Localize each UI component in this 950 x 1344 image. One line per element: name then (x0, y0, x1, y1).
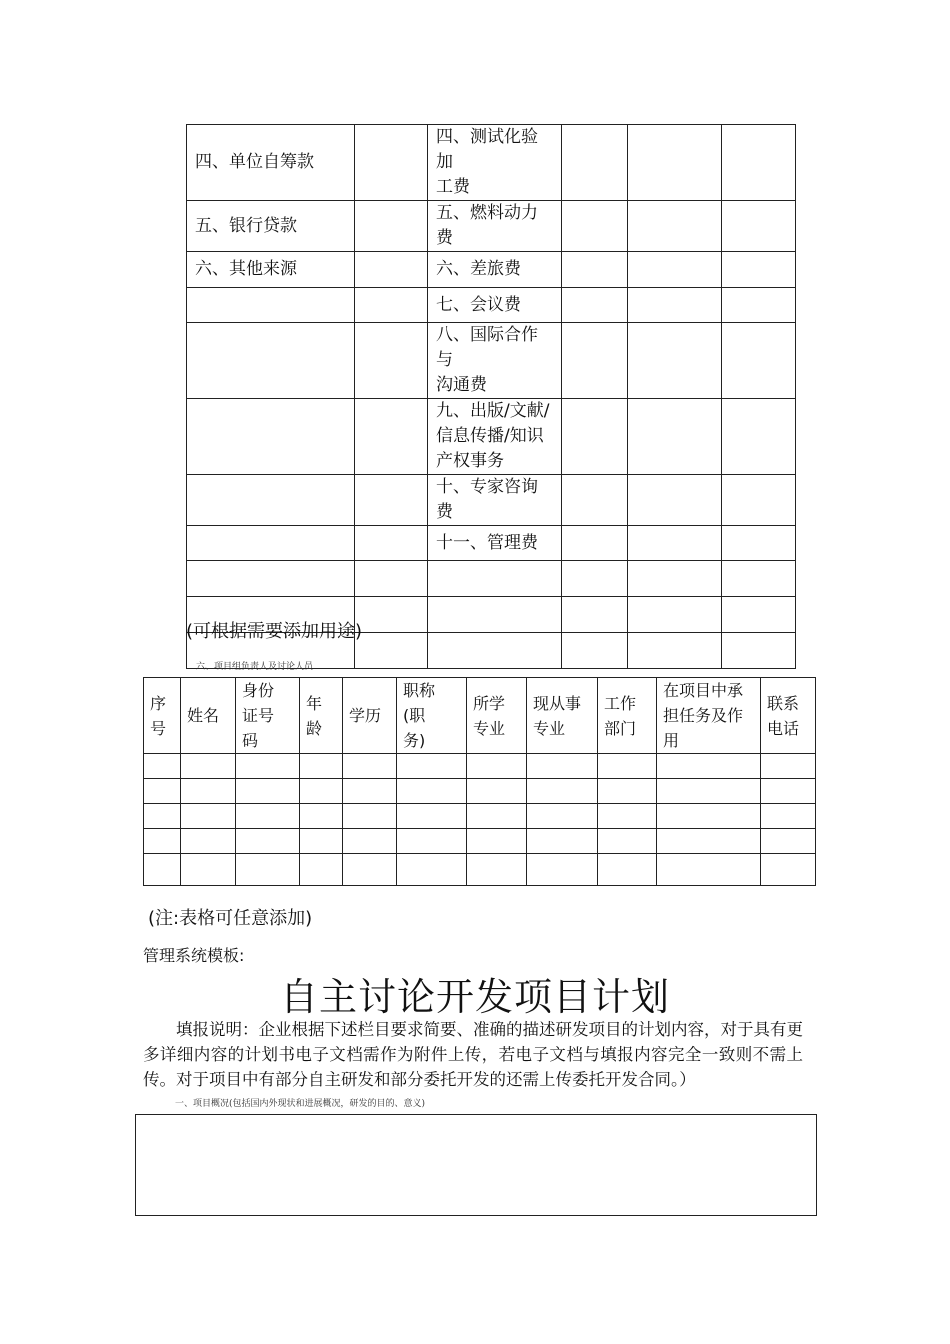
amount-cell (628, 125, 722, 201)
amount-cell (722, 252, 796, 288)
funding-source-cell (187, 561, 355, 597)
member-cell[interactable] (397, 754, 467, 779)
amount-cell (628, 201, 722, 252)
member-cell[interactable] (144, 854, 181, 886)
amount-cell (628, 323, 722, 399)
members-note: (注:表格可任意添加) (148, 908, 313, 929)
expense-item-cell: 八、国际合作与 沟通费 (428, 323, 562, 399)
member-cell[interactable] (527, 754, 598, 779)
member-cell[interactable] (657, 779, 761, 804)
member-cell[interactable] (657, 829, 761, 854)
member-cell[interactable] (397, 804, 467, 829)
expense-item-cell (428, 561, 562, 597)
member-cell[interactable] (181, 804, 236, 829)
budget-note: (可根据需要添加用途) (186, 621, 363, 642)
member-cell[interactable] (144, 754, 181, 779)
funding-source-cell: 五、银行贷款 (187, 201, 355, 252)
budget-row (187, 201, 796, 252)
member-cell[interactable] (300, 779, 343, 804)
member-cell[interactable] (300, 854, 343, 886)
member-cell[interactable] (761, 754, 816, 779)
member-cell[interactable] (236, 829, 300, 854)
amount-cell (355, 633, 428, 669)
member-cell[interactable] (527, 829, 598, 854)
amount-cell (355, 323, 428, 399)
amount-cell (562, 125, 628, 201)
funding-source-cell (187, 526, 355, 561)
member-cell[interactable] (236, 779, 300, 804)
member-cell[interactable] (181, 829, 236, 854)
funding-source-cell: 六、其他来源 (187, 252, 355, 288)
funding-source-cell: 四、单位自筹款 (187, 125, 355, 201)
amount-cell (562, 201, 628, 252)
amount-cell (562, 252, 628, 288)
member-cell[interactable] (397, 854, 467, 886)
member-cell[interactable] (181, 754, 236, 779)
expense-item-cell (428, 633, 562, 669)
member-cell[interactable] (181, 854, 236, 886)
member-cell[interactable] (761, 779, 816, 804)
amount-cell (562, 288, 628, 323)
amount-cell (722, 526, 796, 561)
member-cell[interactable] (236, 804, 300, 829)
funding-source-cell (187, 288, 355, 323)
member-cell[interactable] (300, 804, 343, 829)
amount-cell (355, 288, 428, 323)
column-header: 序 号 (144, 678, 181, 754)
expense-item-cell: 四、测试化验加 工费 (428, 125, 562, 201)
column-header: 联系 电话 (761, 678, 816, 754)
amount-cell (722, 399, 796, 475)
amount-cell (562, 597, 628, 633)
amount-cell (355, 399, 428, 475)
plan-instructions: 填报说明：企业根据下述栏目要求简要、准确的描述研发项目的计划内容，对于具有更多详细内容的计划书电子文档需作为附件上传，若电子文档与填报内容完全一致则不需上传。对于项目中有部分自主研发和部分委托开发的还需上传委托开发合同。） (143, 1020, 803, 1089)
budget-row (187, 323, 796, 399)
member-cell[interactable] (144, 829, 181, 854)
amount-cell (722, 561, 796, 597)
expense-item-cell (428, 597, 562, 633)
member-cell[interactable] (467, 854, 527, 886)
members-heading: 六、项目组负责人及讨论人员 (196, 662, 314, 672)
member-cell[interactable] (657, 754, 761, 779)
member-cell[interactable] (467, 754, 527, 779)
amount-cell (562, 399, 628, 475)
column-header: 现从事 专业 (527, 678, 598, 754)
members-table (143, 677, 816, 886)
amount-cell (722, 323, 796, 399)
expense-item-cell: 五、燃料动力费 (428, 201, 562, 252)
member-cell[interactable] (343, 829, 397, 854)
amount-cell (628, 252, 722, 288)
amount-cell (355, 526, 428, 561)
expense-item-cell: 十一、管理费 (428, 526, 562, 561)
member-cell[interactable] (761, 829, 816, 854)
member-cell[interactable] (657, 804, 761, 829)
amount-cell (628, 399, 722, 475)
amount-cell (355, 201, 428, 252)
member-cell[interactable] (598, 829, 657, 854)
member-cell[interactable] (467, 804, 527, 829)
amount-cell (628, 526, 722, 561)
expense-item-cell: 七、会议费 (428, 288, 562, 323)
amount-cell (628, 475, 722, 526)
funding-source-cell (187, 399, 355, 475)
amount-cell (722, 201, 796, 252)
funding-source-cell (187, 475, 355, 526)
amount-cell (562, 561, 628, 597)
amount-cell (355, 561, 428, 597)
column-header: 学历 (343, 678, 397, 754)
amount-cell (628, 288, 722, 323)
budget-row (187, 526, 796, 561)
expense-item-cell: 九、出版/文献/ 信息传播/知识 产权事务 (428, 399, 562, 475)
member-cell[interactable] (300, 754, 343, 779)
amount-cell (722, 597, 796, 633)
member-cell[interactable] (343, 779, 397, 804)
member-cell[interactable] (657, 854, 761, 886)
member-cell[interactable] (527, 779, 598, 804)
amount-cell (722, 288, 796, 323)
member-cell[interactable] (181, 779, 236, 804)
amount-cell (628, 561, 722, 597)
member-cell[interactable] (144, 804, 181, 829)
member-cell[interactable] (598, 854, 657, 886)
member-row (144, 754, 816, 779)
member-row (144, 829, 816, 854)
member-cell[interactable] (343, 804, 397, 829)
amount-cell (628, 597, 722, 633)
amount-cell (722, 633, 796, 669)
budget-row (187, 399, 796, 475)
template-label: 管理系统模板: (143, 946, 245, 965)
member-cell[interactable] (598, 804, 657, 829)
expense-item-cell: 十、专家咨询费 (428, 475, 562, 526)
member-cell[interactable] (236, 754, 300, 779)
member-row (144, 779, 816, 804)
amount-cell (562, 526, 628, 561)
budget-row (187, 252, 796, 288)
amount-cell (562, 323, 628, 399)
amount-cell (722, 125, 796, 201)
budget-row (187, 561, 796, 597)
amount-cell (722, 475, 796, 526)
amount-cell (562, 475, 628, 526)
member-cell[interactable] (144, 779, 181, 804)
member-cell[interactable] (527, 804, 598, 829)
column-header: 在项目中承 担任务及作 用 (657, 678, 761, 754)
budget-table (186, 124, 796, 669)
member-row (144, 854, 816, 886)
expense-item-cell: 六、差旅费 (428, 252, 562, 288)
column-header: 身份 证号 码 (236, 678, 300, 754)
member-cell[interactable] (761, 854, 816, 886)
funding-source-cell (187, 323, 355, 399)
member-row (144, 804, 816, 829)
members-header-row (144, 678, 816, 754)
member-cell[interactable] (527, 854, 598, 886)
amount-cell (628, 633, 722, 669)
budget-row (187, 288, 796, 323)
member-cell[interactable] (236, 854, 300, 886)
overview-heading: 一、项目概况(包括国内外现状和进展概况，研发的目的、意义) (175, 1099, 426, 1109)
column-header: 年 龄 (300, 678, 343, 754)
amount-cell (562, 633, 628, 669)
member-cell[interactable] (467, 829, 527, 854)
budget-row (187, 475, 796, 526)
member-cell[interactable] (598, 754, 657, 779)
member-cell[interactable] (467, 779, 527, 804)
amount-cell (355, 125, 428, 201)
member-cell[interactable] (343, 754, 397, 779)
plan-title: 自主讨论开发项目计划 (279, 975, 670, 1019)
amount-cell (355, 252, 428, 288)
member-cell[interactable] (397, 829, 467, 854)
column-header: 工作 部门 (598, 678, 657, 754)
budget-row (187, 125, 796, 201)
member-cell[interactable] (598, 779, 657, 804)
member-cell[interactable] (300, 829, 343, 854)
column-header: 姓名 (181, 678, 236, 754)
member-cell[interactable] (761, 804, 816, 829)
amount-cell (355, 475, 428, 526)
column-header: 所学 专业 (467, 678, 527, 754)
member-cell[interactable] (343, 854, 397, 886)
column-header: 职称 (职 务) (397, 678, 467, 754)
overview-input-box[interactable] (135, 1114, 817, 1216)
member-cell[interactable] (397, 779, 467, 804)
amount-cell (355, 597, 428, 633)
